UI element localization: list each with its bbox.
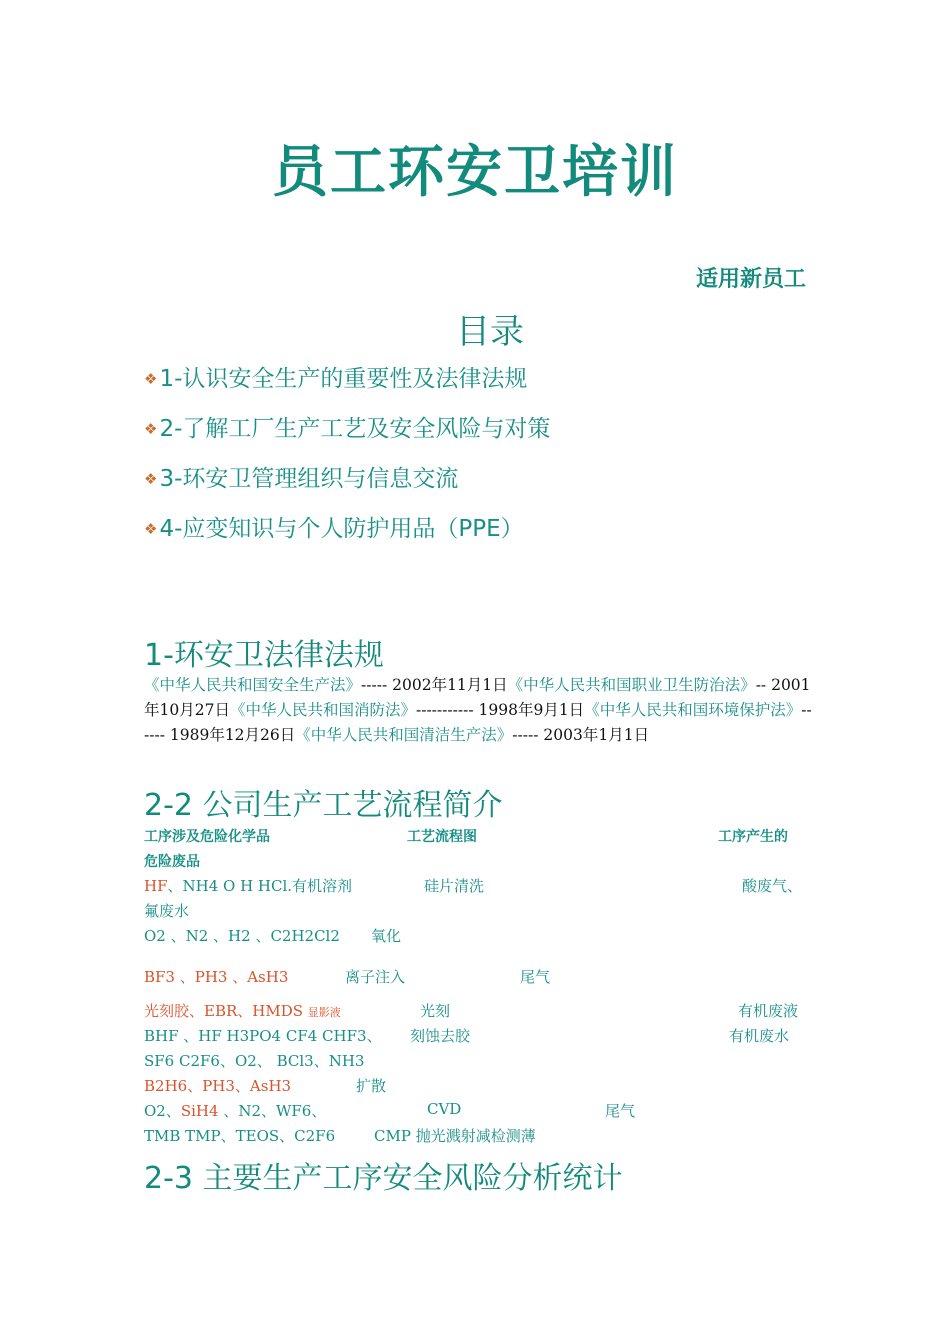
law-name: 《中华人民共和国环境保护法》 xyxy=(584,701,802,719)
table-row-waste: 有机废液 xyxy=(738,1002,799,1020)
law-name: 《中华人民共和国职业卫生防治法》 xyxy=(507,676,756,694)
law-date: ----- 2002年11月1日 xyxy=(361,676,508,694)
law-name: 《中华人民共和国消防法》 xyxy=(229,701,416,719)
toc-item xyxy=(144,510,524,543)
table-row-process: 离子注入 xyxy=(345,968,406,986)
diamond-bullet-icon: ❖ xyxy=(144,370,158,388)
table-row-process: 氧化 xyxy=(371,927,402,945)
toc-item xyxy=(144,460,458,493)
laws-paragraph xyxy=(144,673,814,748)
table-row-waste: 尾气 xyxy=(605,1102,636,1120)
diamond-bullet-icon: ❖ xyxy=(144,520,158,538)
law-name: 《中华人民共和国安全生产法》 xyxy=(144,676,362,694)
table-row-chemicals: TMB TMP、TEOS、C2F6 xyxy=(144,1127,336,1145)
diamond-bullet-icon: ❖ xyxy=(144,470,158,488)
table-row-chemicals: BHF 、HF H3PO4 CF4 CHF3、 xyxy=(144,1027,382,1045)
law-date: ------ 1989年12月26日 xyxy=(144,701,812,744)
toc-item-label: 1-认识安全生产的重要性及法律法规 xyxy=(159,366,528,392)
col-header-process: 工艺流程图 xyxy=(407,829,477,845)
table-row-waste: 酸废气、 xyxy=(742,877,803,895)
col-header-waste-cont: 危险废品 xyxy=(144,854,200,870)
table-row-waste: 氟废水 xyxy=(144,902,190,920)
toc-item xyxy=(144,410,550,443)
section-heading-risk: 2-3 主要生产工序安全风险分析统计 xyxy=(144,1161,623,1196)
toc-item-label: 2-了解工厂生产工艺及安全风险与对策 xyxy=(159,416,551,442)
table-row-chemicals: SF6 C2F6、O2、 BCl3、NH3 xyxy=(144,1052,365,1070)
table-row-process: CVD xyxy=(427,1100,462,1118)
toc-heading: 目录 xyxy=(456,312,524,352)
toc-item xyxy=(144,360,527,393)
table-row-process: 光刻 xyxy=(420,1002,451,1020)
law-date: ----------- 1998年9月1日 xyxy=(415,701,585,719)
section-heading-process: 2-2 公司生产工艺流程简介 xyxy=(144,788,503,823)
table-row-process: 硅片清洗 xyxy=(424,877,485,895)
table-row-chemicals: BF3 、PH3 、AsH3 xyxy=(144,968,289,986)
table-row-chemicals: 光刻胶、EBR、HMDS 显影液 xyxy=(144,1002,341,1020)
law-date: -- 2001年10月27日 xyxy=(144,676,811,719)
section-heading-laws: 1-环安卫法律法规 xyxy=(144,638,384,673)
table-row-process: 刻蚀去胶 xyxy=(410,1027,471,1045)
toc-item-label: 3-环安卫管理组织与信息交流 xyxy=(159,466,459,492)
col-header-chemicals: 工序涉及危险化学品 xyxy=(144,829,270,845)
document-title: 员工环安卫培训 xyxy=(272,139,678,205)
table-row-chemicals: HF、NH4 O H HCl.有机溶剂 xyxy=(144,877,353,895)
diamond-bullet-icon: ❖ xyxy=(144,420,158,438)
col-header-waste: 工序产生的 xyxy=(718,829,788,845)
law-name: 《中华人民共和国清洁生产法》 xyxy=(295,726,513,744)
table-row-process: CMP 抛光溅射减检测薄 xyxy=(374,1127,536,1145)
toc-item-label: 4-应变知识与个人防护用品（PPE） xyxy=(159,516,524,542)
table-row-chemicals: O2、SiH4 、N2、WF6、 xyxy=(144,1102,327,1120)
document-subtitle: 适用新员工 xyxy=(695,267,806,292)
table-row-chemicals: B2H6、PH3、AsH3 xyxy=(144,1077,292,1095)
table-row-waste: 尾气 xyxy=(520,968,551,986)
law-date: ----- 2003年1月1日 xyxy=(512,726,650,744)
table-row-waste: 有机废水 xyxy=(729,1027,790,1045)
table-row-process: 扩散 xyxy=(356,1077,387,1095)
table-row-chemicals: O2 、N2 、H2 、C2H2Cl2 xyxy=(144,927,340,945)
